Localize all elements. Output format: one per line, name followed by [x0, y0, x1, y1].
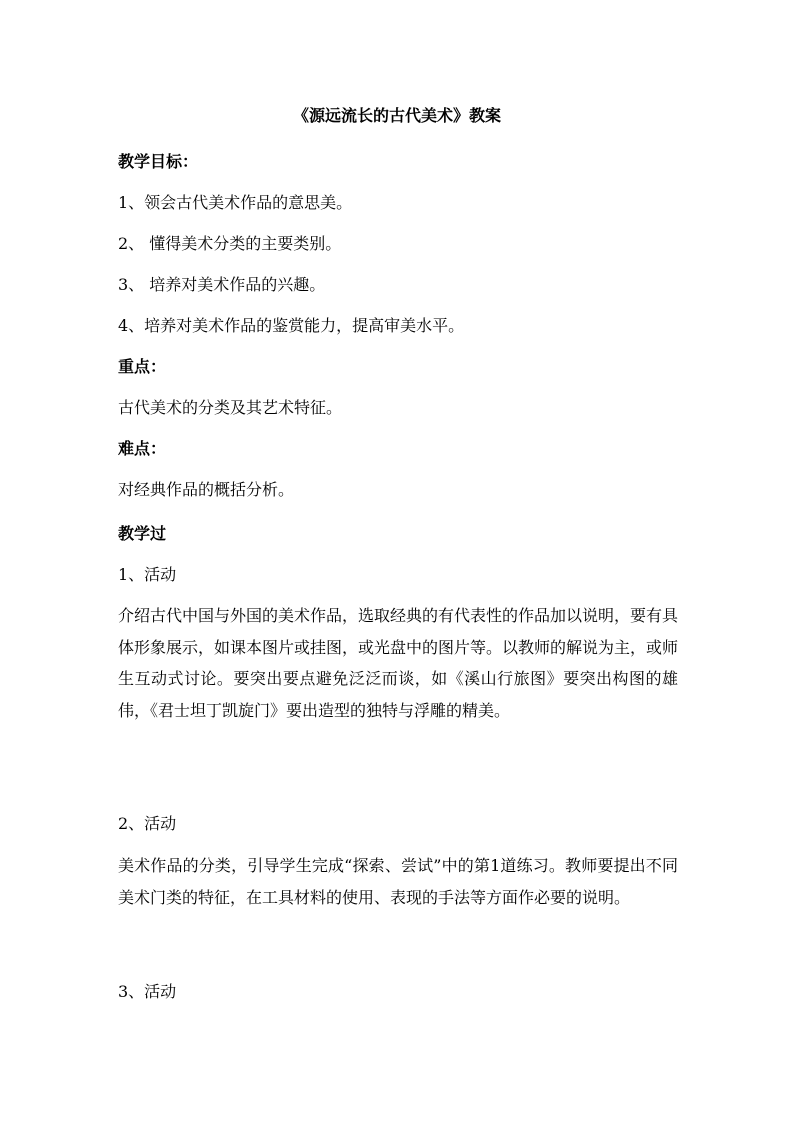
activity-1-text: 介绍古代中国与外国的美术作品，选取经典的有代表性的作品加以说明，要有具体形象展示，如课本图片或挂图，或光盘中的图片等。以教师的解说为主，或师生互动式讨论。要突出要点避免泛泛而谈，如《溪山行旅图》要突出构图的雄伟，《君士坦丁凯旋门》要出造型的独特与浮雕的精美。 — [118, 606, 679, 720]
objectives-heading: 教学目标： — [118, 152, 199, 171]
activity-2-heading: 2、活动 — [118, 814, 177, 833]
process-heading: 教学过 — [118, 524, 167, 543]
objective-item-4: 4、培养对美术作品的鉴赏能力，提高审美水平。 — [118, 316, 465, 335]
objective-item-3: 3、 培养对美术作品的兴趣。 — [118, 275, 326, 294]
difficulty-text: 对经典作品的概括分析。 — [118, 480, 295, 499]
key-point-heading: 重点： — [118, 357, 167, 376]
activity-1-heading: 1、活动 — [118, 565, 177, 584]
difficulty-heading: 难点： — [118, 439, 167, 458]
document-title: 《源远流长的古代美术》教案 — [292, 106, 501, 125]
objective-item-1: 1、领会古代美术作品的意思美。 — [118, 193, 353, 212]
activity-2-text: 美术作品的分类，引导学生完成“探索、尝试”中的第1道练习。教师要提出不同美术门类的特征，在工具材料的使用、表现的手法等方面作必要的说明。 — [118, 856, 678, 907]
objective-item-2: 2、 懂得美术分类的主要类别。 — [118, 234, 342, 253]
key-point-text: 古代美术的分类及其艺术特征。 — [118, 398, 343, 417]
activity-3-heading: 3、活动 — [118, 982, 177, 1001]
